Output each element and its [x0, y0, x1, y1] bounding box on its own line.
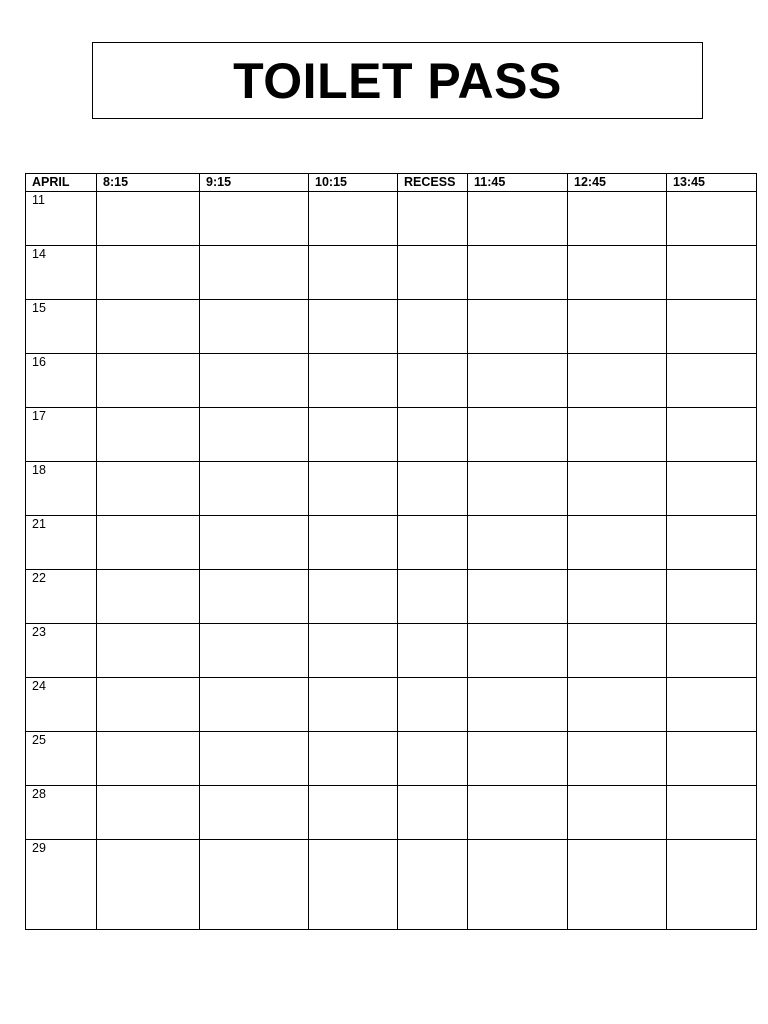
entry-cell[interactable]	[309, 354, 398, 408]
entry-cell[interactable]	[667, 570, 757, 624]
header-time-1015: 10:15	[309, 174, 398, 192]
table-row	[26, 300, 757, 354]
entry-cell[interactable]	[309, 732, 398, 786]
entry-cell[interactable]	[200, 840, 309, 930]
entry-cell[interactable]	[97, 786, 200, 840]
table-row	[26, 732, 757, 786]
entry-cell[interactable]	[200, 732, 309, 786]
date-label: 28	[32, 787, 46, 801]
entry-cell[interactable]	[468, 516, 568, 570]
entry-cell[interactable]	[568, 840, 667, 930]
entry-cell[interactable]	[97, 678, 200, 732]
entry-cell[interactable]	[398, 732, 468, 786]
entry-cell[interactable]	[468, 408, 568, 462]
entry-cell[interactable]	[200, 192, 309, 246]
entry-cell[interactable]	[468, 624, 568, 678]
entry-cell[interactable]	[200, 678, 309, 732]
entry-cell[interactable]	[309, 246, 398, 300]
date-cell	[26, 570, 97, 624]
entry-cell[interactable]	[309, 192, 398, 246]
table-row	[26, 246, 757, 300]
table-row	[26, 354, 757, 408]
entry-cell[interactable]	[309, 786, 398, 840]
entry-cell[interactable]	[468, 462, 568, 516]
entry-cell[interactable]	[309, 678, 398, 732]
date-cell	[26, 354, 97, 408]
table-row	[26, 570, 757, 624]
date-label: 18	[32, 463, 46, 477]
entry-cell[interactable]	[398, 462, 468, 516]
entry-cell[interactable]	[568, 300, 667, 354]
entry-cell[interactable]	[309, 840, 398, 930]
entry-cell[interactable]	[468, 840, 568, 930]
entry-cell[interactable]	[200, 408, 309, 462]
table-row	[26, 516, 757, 570]
entry-cell[interactable]	[667, 624, 757, 678]
entry-cell[interactable]	[468, 732, 568, 786]
entry-cell[interactable]	[468, 678, 568, 732]
entry-cell[interactable]	[309, 570, 398, 624]
entry-cell[interactable]	[667, 786, 757, 840]
entry-cell[interactable]	[568, 462, 667, 516]
table-row	[26, 786, 757, 840]
entry-cell[interactable]	[468, 192, 568, 246]
entry-cell[interactable]	[568, 570, 667, 624]
date-cell	[26, 408, 97, 462]
entry-cell[interactable]	[309, 408, 398, 462]
entry-cell[interactable]	[97, 300, 200, 354]
entry-cell[interactable]	[97, 570, 200, 624]
entry-cell[interactable]	[97, 732, 200, 786]
table-row	[26, 192, 757, 246]
date-label: 21	[32, 517, 46, 531]
entry-cell[interactable]	[468, 246, 568, 300]
date-label: 23	[32, 625, 46, 639]
date-cell	[26, 678, 97, 732]
entry-cell[interactable]	[568, 732, 667, 786]
date-label: 14	[32, 247, 46, 261]
date-cell	[26, 246, 97, 300]
entry-cell[interactable]	[97, 516, 200, 570]
date-label: 17	[32, 409, 46, 423]
header-recess: RECESS	[398, 174, 468, 192]
header-time-815: 8:15	[97, 174, 200, 192]
date-cell	[26, 516, 97, 570]
entry-cell[interactable]	[200, 516, 309, 570]
entry-cell[interactable]	[667, 300, 757, 354]
entry-cell[interactable]	[398, 354, 468, 408]
date-label: 24	[32, 679, 46, 693]
entry-cell[interactable]	[309, 516, 398, 570]
date-label: 29	[32, 841, 46, 855]
entry-cell[interactable]	[200, 354, 309, 408]
entry-cell[interactable]	[398, 408, 468, 462]
entry-cell[interactable]	[667, 840, 757, 930]
entry-cell[interactable]	[398, 840, 468, 930]
header-time-1245: 12:45	[568, 174, 667, 192]
entry-cell[interactable]	[97, 408, 200, 462]
entry-cell[interactable]	[568, 624, 667, 678]
header-time-1345: 13:45	[667, 174, 757, 192]
header-time-1145: 11:45	[468, 174, 568, 192]
entry-cell[interactable]	[568, 516, 667, 570]
toilet-pass-table	[25, 173, 757, 930]
entry-cell[interactable]	[667, 246, 757, 300]
entry-cell[interactable]	[667, 678, 757, 732]
entry-cell[interactable]	[398, 300, 468, 354]
entry-cell[interactable]	[568, 678, 667, 732]
entry-cell[interactable]	[97, 624, 200, 678]
date-label: 11	[32, 193, 45, 207]
table-row	[26, 462, 757, 516]
title-box	[92, 42, 703, 119]
entry-cell[interactable]	[568, 408, 667, 462]
date-cell	[26, 624, 97, 678]
entry-cell[interactable]	[398, 570, 468, 624]
entry-cell[interactable]	[667, 408, 757, 462]
entry-cell[interactable]	[568, 354, 667, 408]
entry-cell[interactable]	[398, 516, 468, 570]
entry-cell[interactable]	[568, 192, 667, 246]
entry-cell[interactable]	[468, 570, 568, 624]
entry-cell[interactable]	[667, 354, 757, 408]
entry-cell[interactable]	[398, 246, 468, 300]
entry-cell[interactable]	[468, 300, 568, 354]
date-cell	[26, 300, 97, 354]
entry-cell[interactable]	[398, 624, 468, 678]
entry-cell[interactable]	[309, 462, 398, 516]
header-time-915: 9:15	[200, 174, 309, 192]
entry-cell[interactable]	[200, 570, 309, 624]
entry-cell[interactable]	[200, 624, 309, 678]
date-cell	[26, 840, 97, 930]
date-label: 25	[32, 733, 46, 747]
header-month: APRIL	[26, 174, 97, 192]
entry-cell[interactable]	[97, 246, 200, 300]
entry-cell[interactable]	[200, 246, 309, 300]
date-label: 15	[32, 301, 46, 315]
header-row	[26, 174, 757, 192]
entry-cell[interactable]	[309, 300, 398, 354]
entry-cell[interactable]	[667, 516, 757, 570]
entry-cell[interactable]	[667, 192, 757, 246]
entry-cell[interactable]	[97, 192, 200, 246]
table-row	[26, 408, 757, 462]
entry-cell[interactable]	[568, 246, 667, 300]
date-label: 16	[32, 355, 46, 369]
entry-cell[interactable]	[97, 840, 200, 930]
entry-cell[interactable]	[309, 624, 398, 678]
entry-cell[interactable]	[398, 786, 468, 840]
table-row	[26, 840, 757, 930]
entry-cell[interactable]	[667, 732, 757, 786]
date-cell	[26, 462, 97, 516]
page-title: TOILET PASS	[233, 52, 562, 109]
entry-cell[interactable]	[97, 462, 200, 516]
table-row	[26, 624, 757, 678]
entry-cell[interactable]	[398, 192, 468, 246]
entry-cell[interactable]	[200, 462, 309, 516]
entry-cell[interactable]	[468, 786, 568, 840]
date-cell	[26, 786, 97, 840]
entry-cell[interactable]	[667, 462, 757, 516]
entry-cell[interactable]	[200, 786, 309, 840]
entry-cell[interactable]	[97, 354, 200, 408]
entry-cell[interactable]	[568, 786, 667, 840]
table-row	[26, 678, 757, 732]
entry-cell[interactable]	[200, 300, 309, 354]
entry-cell[interactable]	[398, 678, 468, 732]
date-cell	[26, 192, 97, 246]
date-label: 22	[32, 571, 46, 585]
entry-cell[interactable]	[468, 354, 568, 408]
date-cell	[26, 732, 97, 786]
